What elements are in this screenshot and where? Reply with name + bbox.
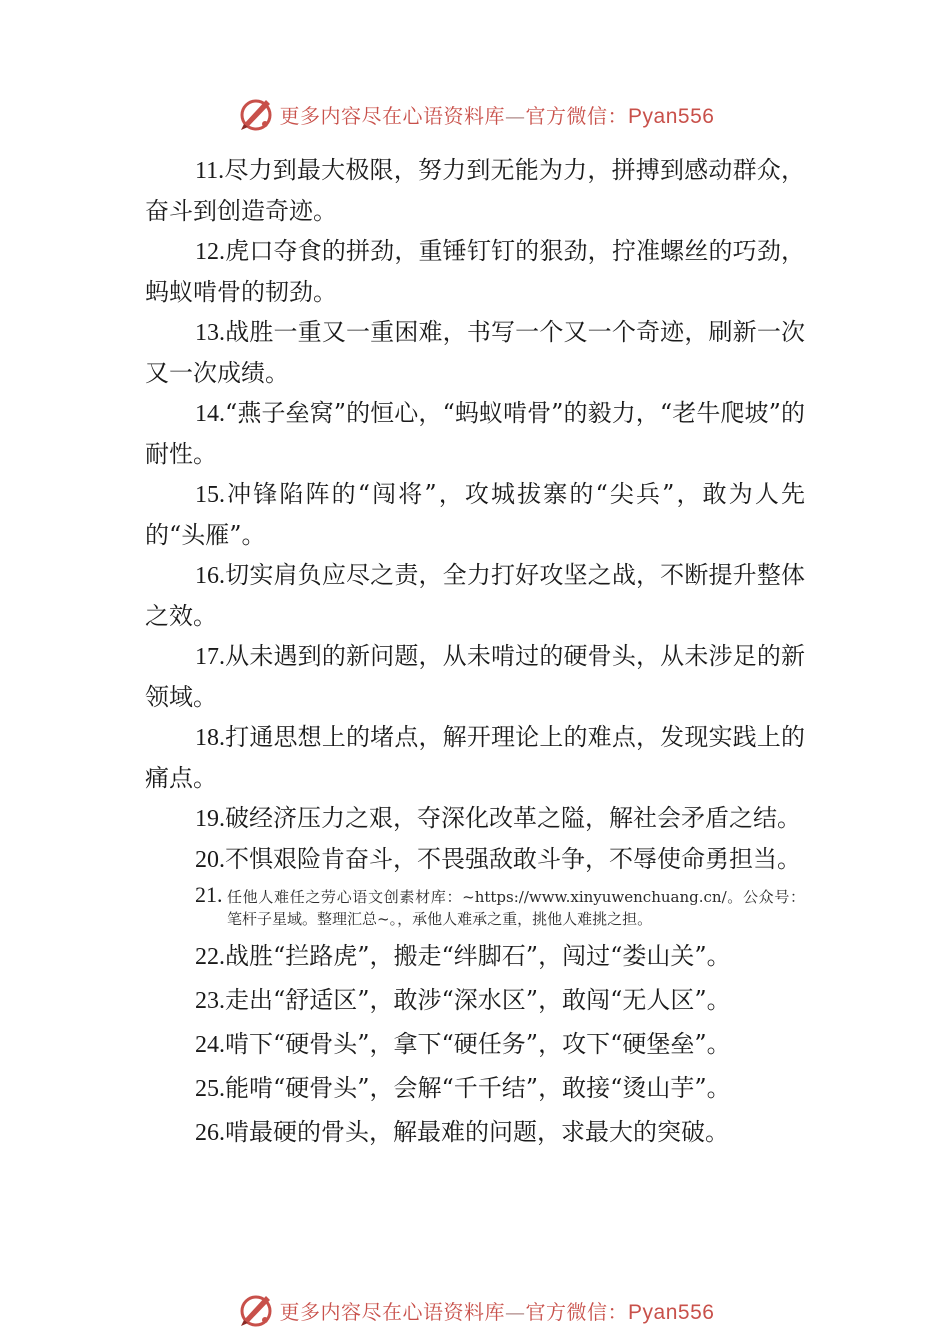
list-item	[145, 798, 805, 839]
pen-logo-icon	[236, 1290, 276, 1330]
item-text: 能啃“硬骨头”，会解“千千结”，敢接“烫山芋”。	[225, 1074, 731, 1102]
list-item	[145, 150, 805, 231]
header-wechat-id: Pyan556	[628, 104, 715, 128]
header-official: 官方微信：	[525, 103, 629, 128]
item-text: 从未遇到的新问题，从未啃过的硬骨头，从未涉足的新领域。	[145, 642, 805, 711]
item-text: 啃最硬的骨头，解最难的问题，求最大的突破。	[225, 1118, 729, 1146]
list-item	[145, 882, 805, 930]
item-number: 19.	[195, 806, 225, 832]
list-item	[145, 231, 805, 312]
header-text	[280, 100, 715, 129]
item-number: 11.	[195, 158, 225, 184]
list-item	[145, 1112, 805, 1153]
list-item	[145, 1024, 805, 1065]
item-text: 啃下“硬骨头”，拿下“硬任务”，攻下“硬堡垒”。	[225, 1030, 731, 1058]
item-text: 任他人难任之劳心语文创素材库：~https://www.xinyuwenchuang.cn/。公众号：笔杆子星域。整理汇总~。，承他人难承之重，挑他人难挑之担。	[227, 888, 805, 928]
header-banner	[0, 92, 950, 136]
item-text: 切实肩负应尽之责，全力打好攻坚之战，不断提升整体之效。	[145, 561, 805, 630]
item-number: 20.	[195, 847, 225, 873]
list-item	[145, 980, 805, 1021]
list-item	[145, 936, 805, 977]
footer-banner	[0, 1288, 950, 1332]
document-body	[145, 150, 805, 1153]
item-text: 不惧艰险肯奋斗，不畏强敌敢斗争，不辱使命勇担当。	[225, 845, 801, 873]
item-text: 战胜“拦路虎”，搬走“绊脚石”，闯过“娄山关”。	[225, 942, 731, 970]
item-number: 12.	[195, 239, 225, 265]
item-text: 破经济压力之艰，夺深化改革之隘，解社会矛盾之结。	[225, 804, 801, 832]
header-dash: —	[505, 103, 526, 128]
footer-text-cn: 更多内容尽在心语资料库	[279, 1299, 506, 1324]
item-number: 17.	[195, 644, 225, 670]
item-number: 22.	[195, 944, 225, 970]
footer-wechat-id: Pyan556	[628, 1300, 715, 1324]
footer-official: 官方微信：	[525, 1299, 629, 1324]
item-text: 战胜一重又一重困难，书写一个又一个奇迹，刷新一次又一次成绩。	[145, 318, 805, 387]
item-text: 走出“舒适区”，敢涉“深水区”，敢闯“无人区”。	[225, 986, 731, 1014]
item-number: 15.	[195, 482, 225, 508]
list-item	[145, 717, 805, 798]
item-number: 24.	[195, 1032, 225, 1058]
list-item	[145, 474, 805, 555]
item-number: 21.	[195, 882, 223, 907]
item-number: 23.	[195, 988, 225, 1014]
header-text-cn: 更多内容尽在心语资料库	[279, 103, 506, 128]
list-item	[145, 1068, 805, 1109]
item-number: 18.	[195, 725, 225, 751]
item-number: 26.	[195, 1120, 225, 1146]
item-number: 13.	[195, 320, 225, 346]
pen-logo-icon	[236, 94, 276, 134]
item-text: “燕子垒窝”的恒心，“蚂蚁啃骨”的毅力，“老牛爬坡”的耐性。	[145, 399, 805, 468]
item-number: 14.	[195, 401, 225, 427]
footer-text	[280, 1296, 715, 1325]
list-item	[145, 393, 805, 474]
list-item	[145, 312, 805, 393]
item-number: 25.	[195, 1076, 225, 1102]
list-item	[145, 555, 805, 636]
footer-dash: —	[505, 1299, 526, 1324]
item-text: 虎口夺食的拼劲，重锤钉钉的狠劲，拧准螺丝的巧劲，蚂蚁啃骨的韧劲。	[145, 237, 805, 306]
item-number: 16.	[195, 563, 225, 589]
item-text: 尽力到最大极限，努力到无能为力，拼搏到感动群众，奋斗到创造奇迹。	[145, 156, 805, 225]
item-text: 冲锋陷阵的“闯将”，攻城拔寨的“尖兵”，敢为人先的“头雁”。	[145, 480, 805, 549]
list-item	[145, 839, 805, 880]
list-item	[145, 636, 805, 717]
item-text: 打通思想上的堵点，解开理论上的难点，发现实践上的痛点。	[145, 723, 805, 792]
